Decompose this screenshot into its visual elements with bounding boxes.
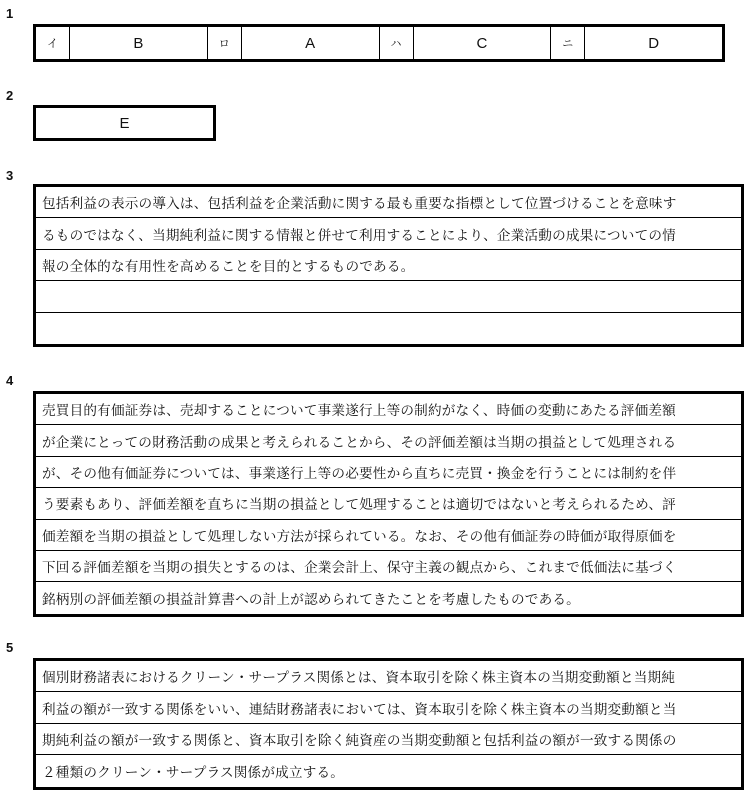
question-number-1: 1 <box>6 6 14 21</box>
answer-ro: A <box>242 27 380 59</box>
answer-line: 利益の額が一致する関係をいい、連結財務諸表においては、資本取引を除く株主資本の当期変動額と当 <box>36 692 741 723</box>
answer-ni: D <box>648 34 660 52</box>
label-ro: ロ <box>208 27 242 59</box>
answer-line: 売買目的有価証券は、売却することについて事業遂行上等の制約がなく、時価の変動にあたる評価差額 <box>36 394 741 425</box>
question-number-2: 2 <box>6 88 14 103</box>
answer-line: るものではなく、当期純利益に関する情報と併せて利用することにより、企業活動の成果についての情 <box>36 218 741 249</box>
answer-line: 銘柄別の評価差額の損益計算書への計上が認められてきたことを考慮したものである。 <box>42 592 580 609</box>
answer-line: 個別財務諸表におけるクリーン・サープラス関係とは、資本取引を除く株主資本の当期変動額と当期純 <box>36 661 741 692</box>
answer-box-q3 <box>33 184 744 347</box>
answer-line: 報の全体的な有用性を高めることを目的とするものである。 <box>36 250 741 281</box>
question-number-3: 3 <box>6 168 14 183</box>
answer-line: ２種類のクリーン・サープラス関係が成立する。 <box>42 764 345 781</box>
answer-line: 下回る評価差額を当期の損失とするのは、企業会計上、保守主義の観点から、これまで低価法に基づく <box>36 551 741 582</box>
question-number-4: 4 <box>6 373 14 388</box>
answer-line: が企業にとっての財務活動の成果と考えられることから、その評価差額は当期の損益として処理される <box>36 425 741 456</box>
answer-box-q4 <box>33 391 744 617</box>
label-ni: ニ <box>551 27 585 59</box>
answer-line: 価差額を当期の損益として処理しない方法が採られている。なお、その他有価証券の時価が取得原価を <box>36 520 741 551</box>
answer-box-q5 <box>33 658 744 790</box>
label-ha: ハ <box>380 27 414 59</box>
answer-line: う要素もあり、評価差額を直ちに当期の損益として処理することは適切ではないと考えられるため、評 <box>36 488 741 519</box>
question-number-5: 5 <box>6 640 14 655</box>
answer-grid-q1 <box>33 24 725 62</box>
answer-line <box>36 313 741 344</box>
answer-ha: C <box>414 27 552 59</box>
answer-line: が、その他有価証券については、事業遂行上等の必要性から直ちに売買・換金を行うことには制約を伴 <box>36 457 741 488</box>
answer-box-q2: E <box>33 105 216 141</box>
answer-line: 期純利益の額が一致する関係と、資本取引を除く純資産の当期変動額と包括利益の額が一致する関係の <box>36 724 741 755</box>
answer-line: 包括利益の表示の導入は、包括利益を企業活動に関する最も重要な指標として位置づけることを意味す <box>36 187 741 218</box>
answer-i: B <box>70 27 208 59</box>
label-i: イ <box>36 27 70 59</box>
answer-line <box>36 281 741 312</box>
